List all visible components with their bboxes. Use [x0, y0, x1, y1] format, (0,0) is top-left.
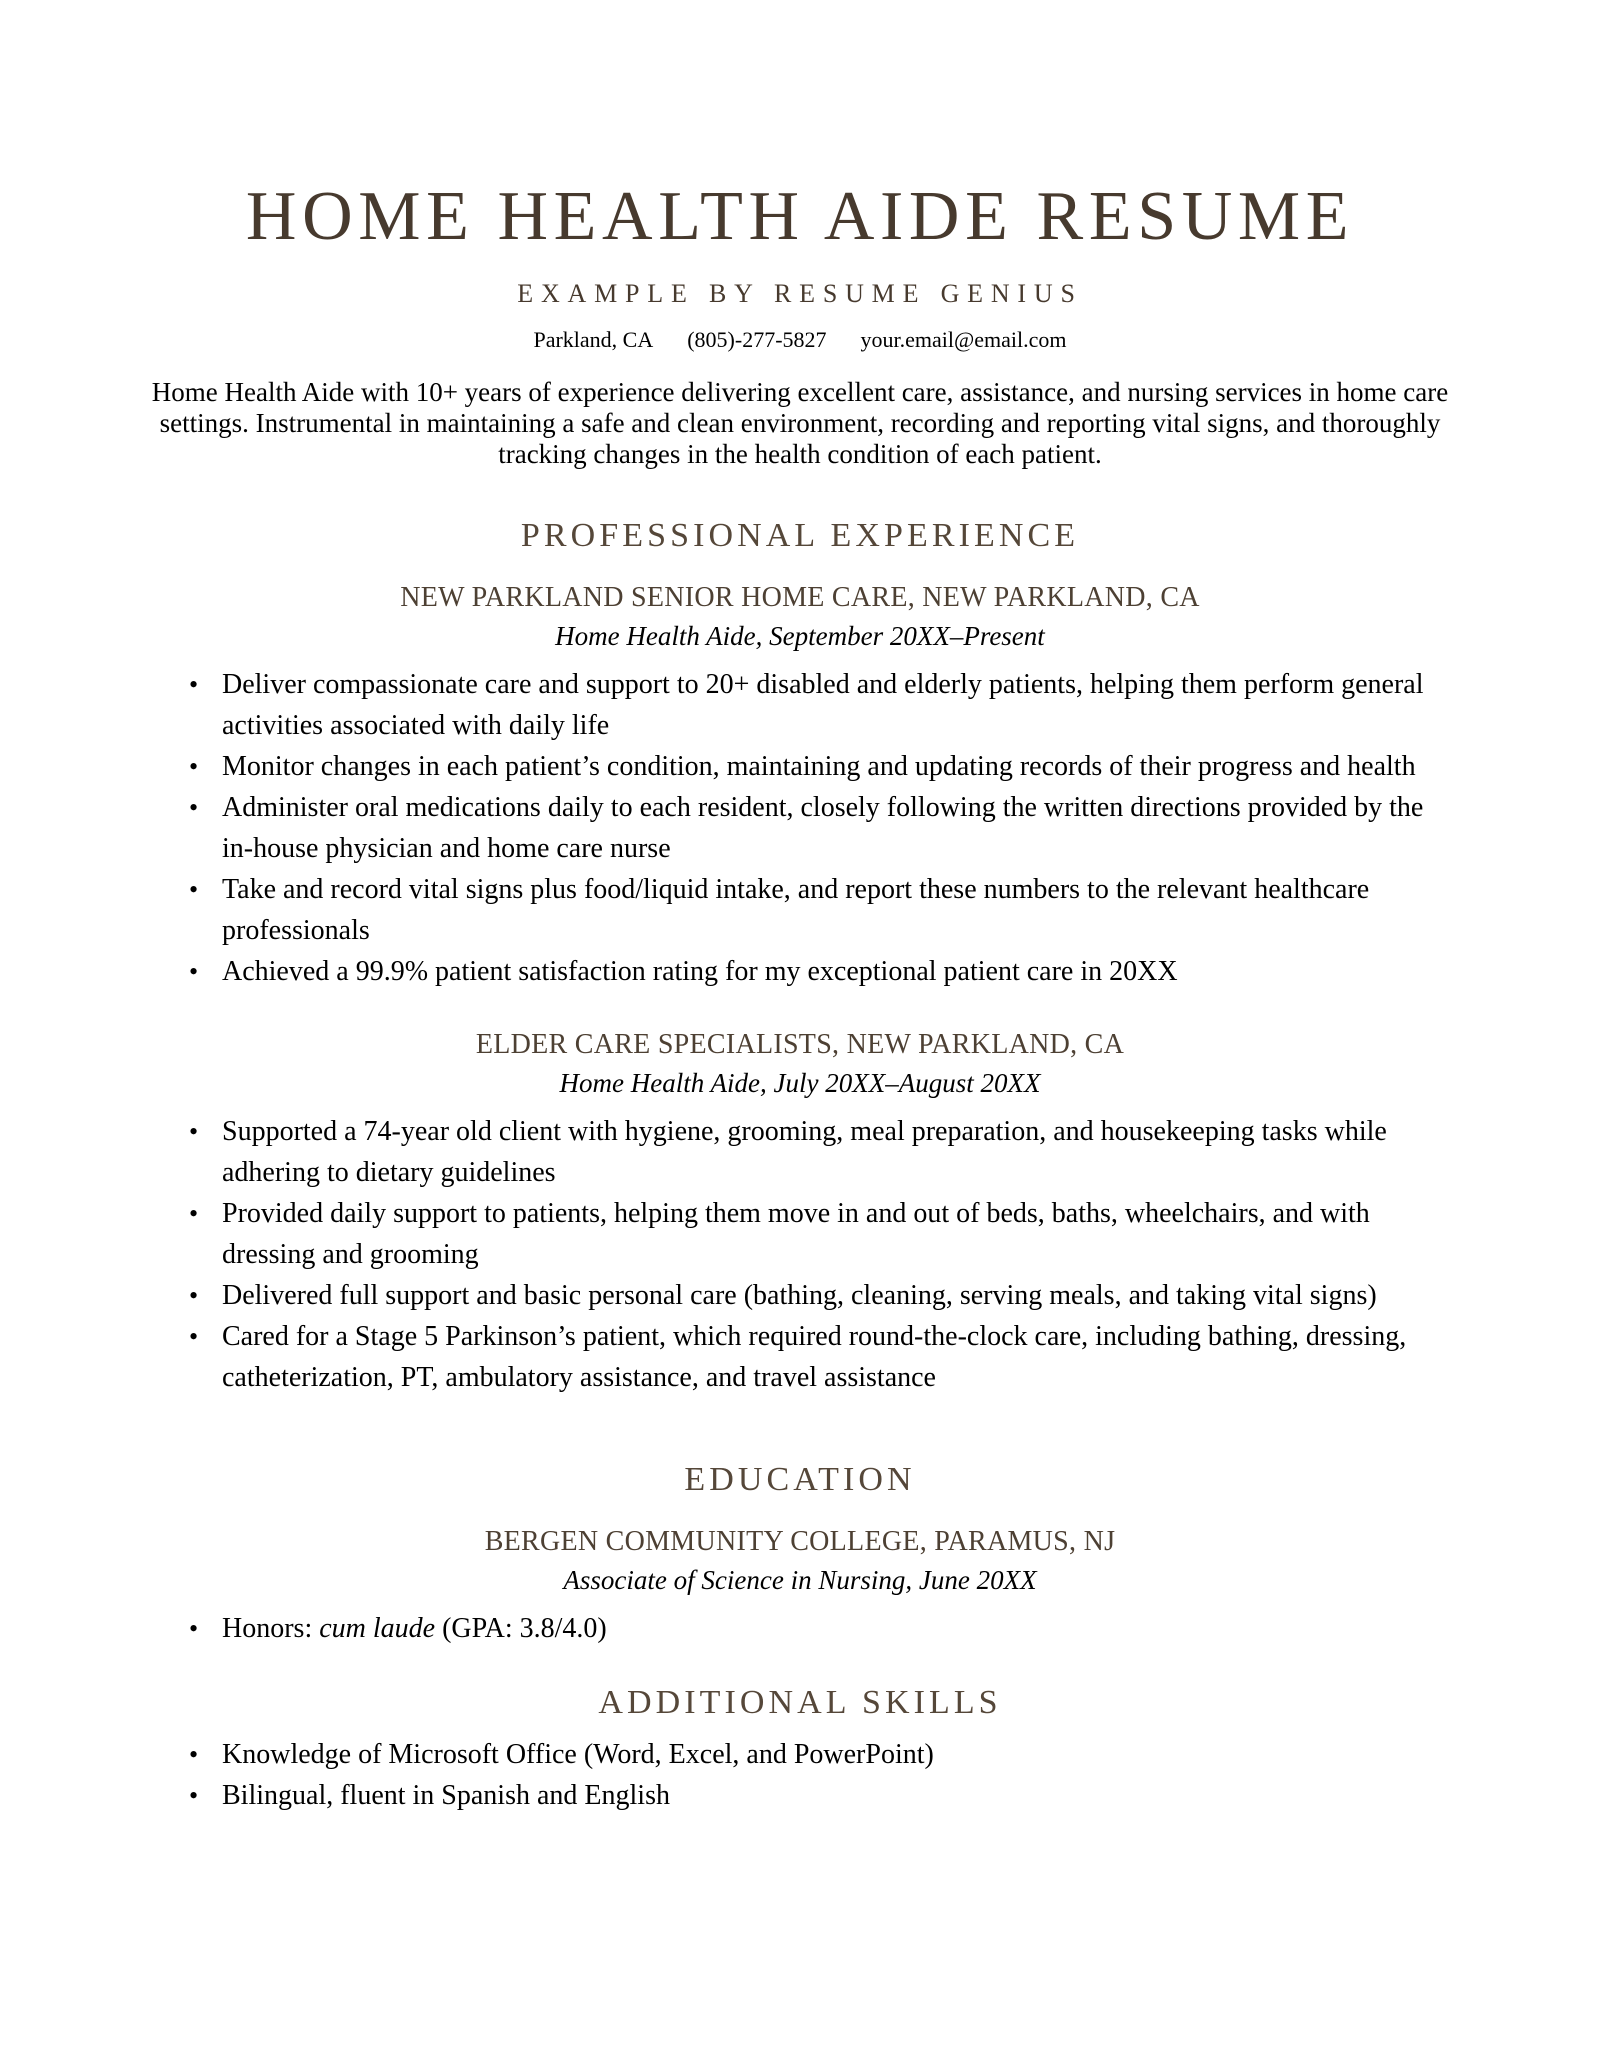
- list-item: • Deliver compassionate care and support to 20+ disabled and elderly patients, helping them perform general activities associated with daily life: [222, 664, 1450, 746]
- company-line: NEW PARKLAND SENIOR HOME CARE, NEW PARKLAND, CA: [400, 582, 1200, 614]
- role-dates-line: Home Health Aide, September 20XX–Present: [555, 620, 1045, 651]
- contact-location: Parkland, CA: [533, 327, 654, 352]
- list-item: • Administer oral medications daily to each resident, closely following the written directions provided by the in-house physician and home care nurse: [222, 787, 1450, 869]
- contact-email: your.email@email.com: [860, 327, 1067, 352]
- resume-subtitle: EXAMPLE BY RESUME GENIUS: [517, 279, 1083, 308]
- job-entry-2: [150, 1028, 1450, 1398]
- list-item: • Take and record vital signs plus food/liquid intake, and report these numbers to the relevant healthcare professionals: [222, 869, 1450, 951]
- contact-line: [150, 327, 1450, 353]
- skills-heading: ADDITIONAL SKILLS: [598, 1684, 1002, 1722]
- resume-header: [150, 178, 1450, 470]
- honors-latin-phrase: cum laude: [319, 1613, 436, 1645]
- job-entry-1: [150, 581, 1450, 992]
- list-item: • Achieved a 99.9% patient satisfaction rating for my exceptional patient care in 20XX: [222, 951, 1450, 992]
- list-item: • Supported a 74-year old client with hygiene, grooming, meal preparation, and housekeeping tasks while adhering to dietary guidelines: [222, 1111, 1450, 1193]
- school-line: BERGEN COMMUNITY COLLEGE, PARAMUS, NJ: [484, 1526, 1116, 1558]
- list-item: • Knowledge of Microsoft Office (Word, Excel, and PowerPoint): [222, 1734, 1450, 1775]
- honors-suffix: (GPA: 3.8/4.0): [435, 1613, 607, 1645]
- section-additional-skills: [150, 1683, 1450, 1816]
- section-education: [150, 1460, 1450, 1649]
- bullet-list: [150, 664, 1450, 992]
- section-professional-experience: [150, 516, 1450, 1398]
- page-title: HOME HEALTH AIDE RESUME: [245, 178, 1355, 255]
- education-heading: EDUCATION: [684, 1461, 916, 1499]
- experience-heading: PROFESSIONAL EXPERIENCE: [520, 517, 1080, 554]
- list-item: • Provided daily support to patients, helping them move in and out of beds, baths, wheelchairs, and with dressing and grooming: [222, 1193, 1450, 1275]
- summary-paragraph: Home Health Aide with 10+ years of experience delivering excellent care, assistance, and nursing services in home care settings. Instrumental in maintaining a safe and clean environment, recording and reporting vital signs, and thoroughly tracking changes in the health condition of each patient.: [151, 377, 1449, 469]
- list-item: • Monitor changes in each patient’s condition, maintaining and updating records of their progress and health: [222, 746, 1450, 787]
- bullet-list: [150, 1734, 1450, 1816]
- bullet-list: [150, 1111, 1450, 1398]
- list-item: [222, 1608, 1450, 1649]
- list-item: • Bilingual, fluent in Spanish and English: [222, 1775, 1450, 1816]
- degree-date-line: Associate of Science in Nursing, June 20XX: [563, 1564, 1037, 1595]
- honors-prefix: Honors:: [222, 1613, 320, 1645]
- company-line: ELDER CARE SPECIALISTS, NEW PARKLAND, CA: [475, 1029, 1125, 1061]
- bullet-list: [150, 1608, 1450, 1649]
- list-item: • Delivered full support and basic personal care (bathing, cleaning, serving meals, and taking vital signs): [222, 1275, 1450, 1316]
- list-item: • Cared for a Stage 5 Parkinson’s patient, which required round-the-clock care, including bathing, dressing, catheterization, PT, ambulatory assistance, and travel assistance: [222, 1316, 1450, 1398]
- contact-phone: (805)-277-5827: [687, 327, 827, 352]
- role-dates-line: Home Health Aide, July 20XX–August 20XX: [559, 1067, 1041, 1098]
